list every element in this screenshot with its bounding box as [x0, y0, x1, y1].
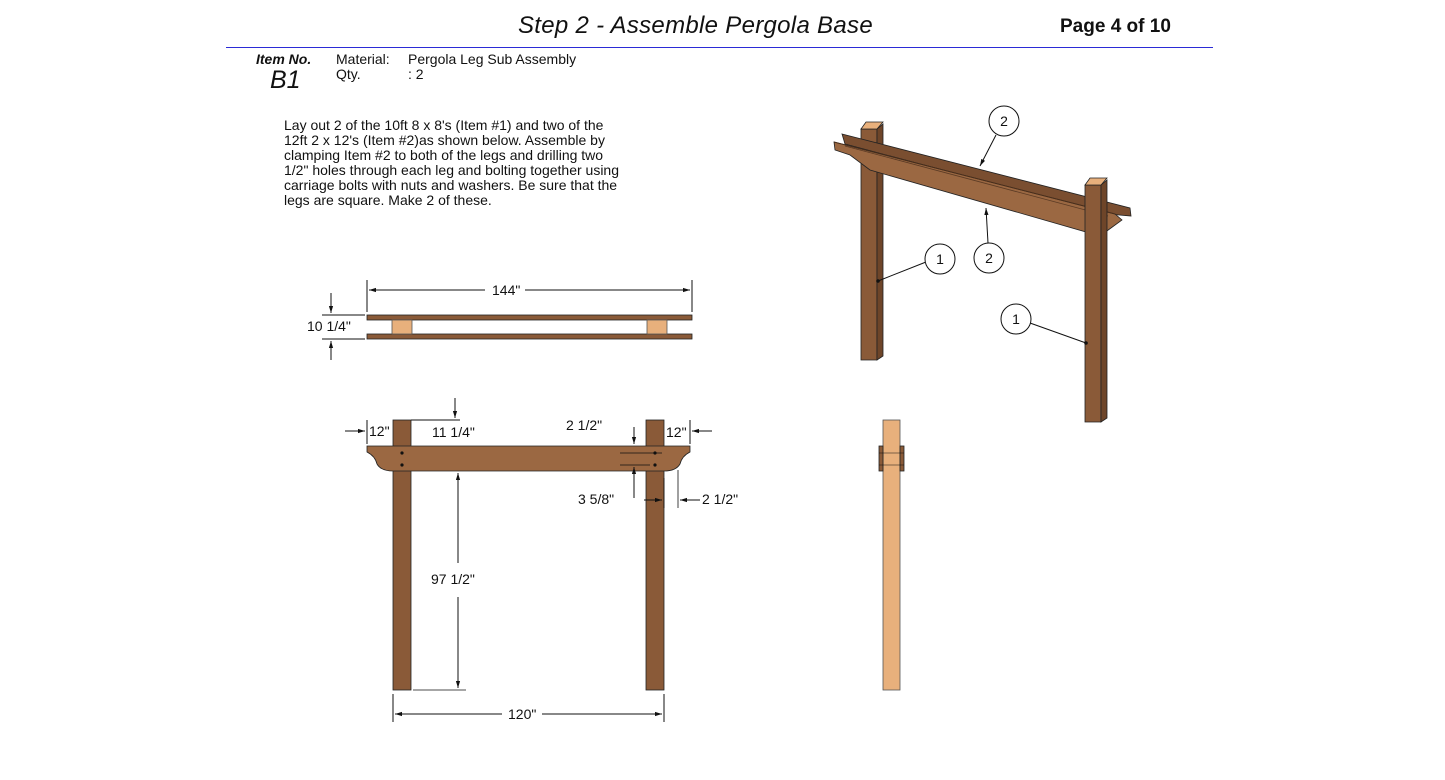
balloon-leg-left: 1 — [936, 251, 944, 267]
instruction-line: legs are square. Make 2 of these. — [284, 192, 492, 208]
instruction-line: carriage bolts with nuts and washers. Be sure that the — [284, 177, 618, 193]
front-beam — [367, 446, 690, 471]
top-leg-right — [647, 320, 667, 334]
item-number-code: B1 — [270, 66, 301, 94]
dim-12-right: 12" — [666, 424, 687, 440]
dim-12-left: 12" — [369, 423, 390, 439]
instruction-line: 1/2" holes through each leg and bolting together using — [284, 162, 619, 178]
balloon-beam-back: 2 — [985, 250, 993, 266]
instruction-line: 12ft 2 x 12's (Item #2)as shown below. Assemble by — [284, 132, 605, 148]
side-board-right — [900, 446, 904, 471]
top-board-lower — [367, 334, 692, 339]
top-view — [307, 280, 692, 360]
dim-11-1-4: 11 1/4" — [432, 424, 475, 440]
dim-97-1-2: 97 1/2" — [431, 571, 475, 587]
qty-key: Qty. — [336, 66, 361, 82]
dim-120: 120" — [508, 706, 537, 722]
front-view — [345, 398, 738, 722]
bolt-hole — [400, 463, 403, 466]
page-title: Step 2 - Assemble Pergola Base — [518, 12, 873, 39]
dim-2-1-2-top: 2 1/2" — [566, 417, 603, 433]
side-board-left — [879, 446, 883, 471]
side-leg — [883, 420, 900, 690]
dim-10-1-4: 10 1/4" — [307, 318, 351, 334]
page-number: Page 4 of 10 — [1060, 16, 1171, 37]
bolt-hole — [653, 463, 656, 466]
dim-3-5-8: 3 5/8" — [578, 491, 615, 507]
isometric-view — [834, 106, 1131, 422]
balloon-leg-right: 1 — [1012, 311, 1020, 327]
side-view — [879, 420, 904, 690]
dim-144: 144" — [492, 282, 521, 298]
qty-value: : 2 — [408, 66, 424, 82]
item-number-label: Item No. — [256, 51, 312, 67]
instruction-line: Lay out 2 of the 10ft 8 x 8's (Item #1) and two of the — [284, 117, 604, 133]
top-leg-left — [392, 320, 412, 334]
top-board-upper — [367, 315, 692, 320]
material-key: Material: — [336, 51, 390, 67]
balloon-beam-front: 2 — [1000, 113, 1008, 129]
bolt-hole — [400, 451, 403, 454]
material-value: Pergola Leg Sub Assembly — [408, 51, 577, 67]
instruction-line: clamping Item #2 to both of the legs and drilling two — [284, 147, 604, 163]
dim-2-1-2-right: 2 1/2" — [702, 491, 739, 507]
